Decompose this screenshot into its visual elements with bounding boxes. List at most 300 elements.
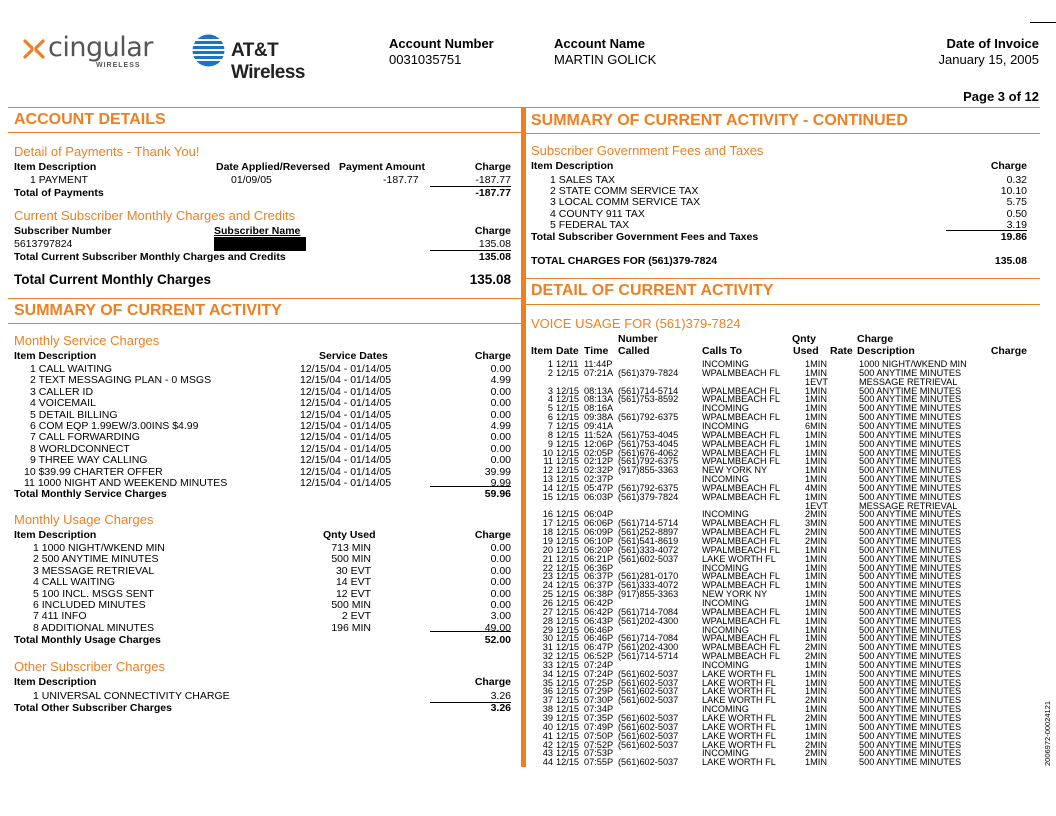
charge: 0.50	[1006, 207, 1027, 220]
calls-to: WPALMBEACH FL	[702, 571, 780, 582]
charge: 4.99	[490, 420, 511, 432]
invoice-date: January 15, 2005	[938, 52, 1039, 67]
call-item: 34	[542, 668, 553, 679]
charge: 0.00	[490, 363, 511, 375]
service-dates: 12/15/04 - 01/14/05	[300, 454, 392, 467]
payment-row: 1 PAYMENT 01/09/05 -187.77 -187.77	[30, 174, 511, 186]
call-item: 6	[547, 412, 553, 423]
charge: 0.32	[1006, 174, 1027, 186]
number-called: (561)602-5037	[618, 757, 679, 768]
call-item: 27	[542, 606, 553, 617]
fees-header: Item Description Charge	[531, 160, 1027, 172]
charge-description: 500 ANYTIME MINUTES	[859, 721, 962, 732]
account-details-title: ACCOUNT DETAILS	[14, 111, 166, 128]
number-called: (561)602-5037	[618, 721, 679, 732]
call-date: 12/15	[556, 730, 579, 741]
call-time: 07:50P	[584, 730, 614, 741]
number-called: (917)855-3363	[618, 589, 679, 600]
right-title-rule	[526, 133, 1040, 134]
quantity-used: 1MIN	[805, 721, 827, 732]
item-description: 11 1000 NIGHT AND WEEKEND MINUTES	[24, 477, 228, 489]
number-called: (561)714-7084	[618, 606, 679, 617]
call-time: 06:06P	[584, 518, 614, 529]
subscriber-header: Subscriber Number Subscriber Name Charge	[14, 225, 511, 237]
cingular-sub: WIRELESS	[96, 62, 141, 69]
calls-to: WPALMBEACH FL	[702, 536, 780, 546]
number-called: (561)792-6375	[618, 412, 679, 423]
service-title: Monthly Service Charges	[14, 333, 160, 348]
charge-description: 500 ANYTIME MINUTES	[859, 704, 962, 715]
charge-description: 500 ANYTIME MINUTES	[859, 412, 962, 423]
account-name: MARTIN GOLICK	[554, 52, 657, 67]
quantity-used: 1MIN	[805, 491, 827, 502]
quantity-used: 1MIN	[805, 677, 827, 688]
call-date: 12/15	[556, 615, 579, 626]
charge-description: 500 ANYTIME MINUTES	[859, 642, 962, 653]
quantity-used: 1MIN	[805, 615, 827, 626]
calls-to: WPALMBEACH FL	[702, 438, 780, 449]
call-time: 07:30P	[584, 695, 614, 706]
charge-description: 500 ANYTIME MINUTES	[859, 606, 962, 617]
item-description: 9 THREE WAY CALLING	[30, 454, 148, 467]
quantity-used: 1MIN	[805, 367, 827, 378]
charge-description: 500 ANYTIME MINUTES	[859, 571, 962, 582]
number-called: (561)333-4072	[618, 544, 679, 555]
table-row	[14, 421, 511, 432]
calls-to: NEW YORK NY	[702, 465, 768, 476]
usage-title: Monthly Usage Charges	[14, 512, 154, 527]
call-time: 07:53P	[584, 748, 614, 759]
call-item: 42	[542, 739, 553, 750]
fees-total: Total Subscriber Government Fees and Taxes 19.86	[531, 231, 1027, 243]
quantity-used: 2MIN	[805, 509, 827, 520]
charge: 0.00	[490, 442, 511, 455]
number-called: (917)855-3363	[618, 465, 679, 476]
charge: 0.00	[490, 576, 511, 589]
call-date: 12/15	[556, 553, 579, 564]
voice-header-top: Number Qnty Charge	[618, 333, 894, 345]
charge: 0.00	[490, 408, 511, 421]
table-row	[14, 410, 511, 421]
charge: 0.00	[490, 553, 511, 566]
number-called: (561)379-7824	[618, 491, 679, 502]
item-description: 3 CALLER ID	[30, 385, 94, 398]
call-time: 06:36P	[584, 562, 614, 573]
call-time: 11:52A	[584, 429, 613, 440]
service-dates: 12/15/04 - 01/14/05	[300, 374, 392, 387]
left-title-rule	[8, 132, 521, 133]
charge: 0.00	[490, 454, 511, 467]
voice-title: VOICE USAGE FOR (561)379-7824	[531, 316, 741, 331]
calls-to: WPALMBEACH FL	[702, 447, 780, 458]
other-row: 1 UNIVERSAL CONNECTIVITY CHARGE 3.26	[33, 690, 511, 702]
number-called: (561)602-5037	[618, 677, 679, 688]
call-time: 08:16A	[584, 403, 614, 414]
item-description: 4 VOICEMAIL	[30, 397, 96, 410]
table-row	[14, 577, 511, 588]
detail-title-rule	[526, 304, 1040, 305]
call-time: 07:21A	[584, 367, 614, 378]
call-time: 11:44P	[584, 359, 613, 369]
call-item: 37	[542, 695, 553, 706]
call-time: 06:21P	[584, 553, 614, 564]
call-date: 12/15	[556, 394, 579, 405]
call-date: 12/15	[556, 509, 579, 520]
other-title: Other Subscriber Charges	[14, 659, 166, 674]
calls-to: WPALMBEACH FL	[702, 633, 780, 644]
call-date: 12/15	[556, 456, 579, 467]
table-row	[14, 543, 511, 554]
call-time: 02:32P	[584, 465, 614, 476]
charge-description: 500 ANYTIME MINUTES	[859, 518, 962, 529]
call-item: 16	[542, 509, 553, 520]
number-called: (561)202-4300	[618, 615, 679, 626]
quantity-used: 500 MIN	[331, 553, 371, 566]
quantity-used: 1MIN	[805, 624, 827, 635]
fees-title: Subscriber Government Fees and Taxes	[531, 143, 764, 158]
calls-to: INCOMING	[702, 562, 749, 573]
call-date: 12/15	[556, 491, 579, 502]
table-row	[14, 554, 511, 565]
voice-header: Item Date Time Called Calls To Used Rate Description Charge	[531, 345, 1027, 357]
call-date: 12/15	[556, 447, 579, 458]
item-description: 5 DETAIL BILLING	[30, 408, 118, 421]
call-item: 10	[542, 447, 553, 458]
quantity-used: 1MIN	[805, 606, 827, 617]
charge: 0.00	[490, 431, 511, 444]
call-time: 07:55P	[584, 757, 614, 768]
charge: 0.00	[490, 564, 511, 577]
calls-to: LAKE WORTH FL	[702, 757, 776, 768]
total-charges: TOTAL CHARGES FOR (561)379-7824 135.08	[531, 255, 1027, 267]
call-date: 12/15	[556, 474, 579, 485]
call-date: 12/15	[556, 536, 579, 546]
quantity-used: 1MIN	[805, 465, 827, 476]
call-item: 9	[547, 438, 553, 449]
charge-description: 500 ANYTIME MINUTES	[859, 633, 962, 644]
table-row	[14, 589, 511, 600]
quantity-used: 1MIN	[805, 704, 827, 715]
charge: 4.99	[490, 374, 511, 387]
detail-title: DETAIL OF CURRENT ACTIVITY	[531, 282, 774, 299]
item-description: 10 $39.99 CHARTER OFFER	[24, 465, 163, 478]
charge-description: 500 ANYTIME MINUTES	[859, 482, 962, 493]
charge-description: 500 ANYTIME MINUTES	[859, 367, 962, 378]
quantity-used: 1MIN	[805, 429, 827, 440]
calls-to: INCOMING	[702, 474, 749, 485]
table-row	[14, 467, 511, 478]
table-row	[531, 197, 1027, 208]
call-item: 35	[542, 677, 553, 688]
call-date: 12/15	[556, 695, 579, 706]
charge-description: 500 ANYTIME MINUTES	[859, 536, 962, 546]
call-time: 06:37P	[584, 580, 614, 591]
quantity-used: 1MIN	[805, 730, 827, 741]
quantity-used: 1MIN	[805, 359, 827, 369]
quantity-used: 14 EVT	[335, 576, 371, 589]
calls-to: NEW YORK NY	[702, 589, 768, 600]
calls-to: INCOMING	[702, 748, 749, 759]
call-time: 08:13A	[584, 385, 614, 396]
charge-description: 500 ANYTIME MINUTES	[859, 580, 962, 591]
corner-mark	[1030, 22, 1056, 41]
charge: 3.19	[1006, 218, 1027, 231]
number-called: (561)202-4300	[618, 642, 679, 653]
quantity-used: 2MIN	[805, 695, 827, 706]
usage-header: Item Description Qnty Used Charge	[14, 529, 511, 541]
quantity-used: 2MIN	[805, 651, 827, 662]
service-dates: 12/15/04 - 01/14/05	[300, 363, 392, 375]
call-item: 11	[543, 456, 553, 467]
call-date: 12/15	[556, 668, 579, 679]
quantity-used: 1MIN	[805, 597, 827, 608]
call-date: 12/15	[556, 633, 579, 644]
calls-to: WPALMBEACH FL	[702, 429, 780, 440]
call-item: 43	[542, 748, 553, 759]
subscriber-total: Total Current Subscriber Monthly Charges and Credits 135.08	[14, 251, 511, 263]
call-time: 08:13A	[584, 394, 614, 405]
call-time: 02:12P	[584, 456, 614, 467]
call-item: 19	[542, 536, 553, 546]
charge-description: 500 ANYTIME MINUTES	[859, 677, 962, 688]
call-date: 12/15	[556, 739, 579, 750]
call-time: 07:34P	[584, 704, 614, 715]
service-dates: 12/15/04 - 01/14/05	[300, 397, 392, 410]
quantity-used: 1MIN	[805, 447, 827, 458]
item-description: 8 WORLDCONNECT	[30, 442, 130, 455]
charge-description: 500 ANYTIME MINUTES	[859, 562, 962, 573]
charge: 0.00	[490, 542, 511, 554]
calls-to: LAKE WORTH FL	[702, 713, 776, 723]
call-time: 06:42P	[584, 606, 614, 617]
charge-description: 500 ANYTIME MINUTES	[859, 651, 962, 662]
redacted-name	[214, 237, 306, 251]
cingular-logo	[22, 34, 162, 72]
call-item: 29	[542, 624, 553, 635]
quantity-used: 1MIN	[805, 456, 827, 467]
call-date: 12/15	[556, 429, 579, 440]
call-time: 09:41A	[584, 420, 614, 431]
number-called: (561)753-8592	[618, 394, 679, 405]
table-row	[14, 432, 511, 443]
call-item: 17	[542, 518, 553, 529]
call-time: 06:52P	[584, 651, 614, 662]
call-time: 07:29P	[584, 686, 614, 697]
calls-to: LAKE WORTH FL	[702, 721, 776, 732]
call-item: 5	[547, 403, 553, 414]
call-item: 31	[542, 642, 553, 653]
call-item: 25	[542, 589, 553, 600]
invoice-date-label: Date of Invoice	[946, 36, 1039, 51]
att-logo	[192, 34, 352, 83]
call-item: 32	[542, 651, 553, 662]
table-row	[14, 444, 511, 455]
charge-description: 500 ANYTIME MINUTES	[859, 491, 962, 502]
call-item: 15	[542, 491, 553, 502]
quantity-used: 1MIN	[805, 438, 827, 449]
call-date: 12/15	[556, 589, 579, 600]
quantity-used: 196 MIN	[331, 621, 371, 634]
quantity-used: 1MIN	[805, 633, 827, 644]
calls-to: WPALMBEACH FL	[702, 527, 780, 538]
call-item: 13	[542, 474, 553, 485]
item-description: 1 1000 NIGHT/WKEND MIN	[33, 542, 165, 554]
column-divider	[521, 107, 526, 767]
table-row	[14, 375, 511, 386]
call-item: 44	[542, 757, 553, 768]
charge-description: 500 ANYTIME MINUTES	[859, 730, 962, 741]
call-item: 20	[542, 544, 553, 555]
quantity-used: 2MIN	[805, 739, 827, 750]
item-description: 7 411 INFO	[33, 610, 87, 623]
call-date: 12/15	[556, 677, 579, 688]
call-item: 18	[542, 527, 553, 538]
service-underline	[430, 486, 511, 487]
call-item: 24	[542, 580, 553, 591]
call-time: 06:42P	[584, 597, 614, 608]
calls-to: INCOMING	[702, 659, 749, 670]
call-item: 4	[547, 394, 553, 405]
call-date: 12/15	[556, 624, 579, 635]
quantity-used: 2MIN	[805, 642, 827, 653]
table-row	[14, 455, 511, 466]
number-called: (561)753-4045	[618, 429, 679, 440]
call-date: 12/15	[556, 562, 579, 573]
quantity-used: 1MIN	[805, 553, 827, 564]
table-row	[14, 611, 511, 622]
call-time: 02:37P	[584, 474, 614, 485]
item-description: 4 COUNTY 911 TAX	[550, 207, 645, 220]
quantity-used: 1MIN	[805, 544, 827, 555]
call-item: 1	[547, 359, 553, 369]
charge-description: 500 ANYTIME MINUTES	[859, 713, 962, 723]
call-time: 06:38P	[584, 589, 614, 600]
quantity-used: 1MIN	[805, 394, 827, 405]
call-item: 21	[542, 553, 553, 564]
charge-description: 500 ANYTIME MINUTES	[859, 438, 962, 449]
quantity-used: 1MIN	[805, 403, 827, 414]
calls-to: WPALMBEACH FL	[702, 518, 780, 529]
quantity-used: 1MIN	[805, 474, 827, 485]
call-date: 12/15	[556, 438, 579, 449]
charge: 10.10	[1000, 185, 1027, 198]
service-dates: 12/15/04 - 01/14/05	[300, 408, 392, 421]
summary-continued-title: SUMMARY OF CURRENT ACTIVITY - CONTINUED	[531, 112, 908, 129]
charge-description: 500 ANYTIME MINUTES	[859, 544, 962, 555]
total-monthly: Total Current Monthly Charges 135.08	[14, 272, 511, 287]
quantity-used: 500 MIN	[331, 599, 371, 611]
quantity-used: 1MIN	[805, 571, 827, 582]
calls-to: WPALMBEACH FL	[702, 544, 780, 555]
call-time: 09:38A	[584, 412, 614, 423]
call-date: 12/15	[556, 403, 579, 414]
charge-description: 500 ANYTIME MINUTES	[859, 668, 962, 679]
charge: 3.00	[490, 610, 511, 623]
calls-to: WPALMBEACH FL	[702, 385, 780, 396]
charge-description: 500 ANYTIME MINUTES	[859, 474, 962, 485]
quantity-used: 1MIN	[805, 412, 827, 423]
call-date: 12/15	[556, 651, 579, 662]
calls-to: INCOMING	[702, 420, 749, 431]
call-date: 12/15	[556, 412, 579, 423]
call-item: 2	[547, 367, 553, 378]
charge: 0.00	[490, 397, 511, 410]
item-description: 2 STATE COMM SERVICE TAX	[550, 185, 699, 198]
quantity-used: 1MIN	[805, 668, 827, 679]
charge-description: 500 ANYTIME MINUTES	[859, 420, 962, 431]
calls-to: WPALMBEACH FL	[702, 606, 780, 617]
other-total: Total Other Subscriber Charges 3.26	[14, 702, 511, 714]
call-item: 3	[547, 385, 553, 396]
charge-description: 500 ANYTIME MINUTES	[859, 739, 962, 750]
number-called: (561)753-4045	[618, 438, 679, 449]
service-dates: 12/15/04 - 01/14/05	[300, 431, 392, 444]
call-time: 06:47P	[584, 642, 614, 653]
call-time: 07:35P	[584, 713, 614, 723]
call-time: 05:47P	[584, 482, 614, 493]
left-top-rule	[8, 107, 521, 108]
number-called: (561)714-7084	[618, 633, 679, 644]
number-called: (561)379-7824	[618, 367, 679, 378]
quantity-used: 1MIN	[805, 580, 827, 591]
item-description: 8 ADDITIONAL MINUTES	[33, 621, 154, 634]
charge-description: 500 ANYTIME MINUTES	[859, 394, 962, 405]
call-date: 12/15	[556, 544, 579, 555]
account-number-label: Account Number	[389, 36, 494, 51]
table-row	[14, 600, 511, 611]
call-date: 12/15	[556, 597, 579, 608]
service-header: Item Description Service Dates Charge	[14, 350, 511, 362]
calls-to: INCOMING	[702, 359, 749, 369]
call-time: 06:03P	[584, 491, 614, 502]
calls-to: WPALMBEACH FL	[702, 615, 780, 626]
number-called: (561)714-5714	[618, 518, 679, 529]
call-item: 30	[542, 633, 553, 644]
side-code: 2006972-00024121	[1043, 700, 1052, 766]
calls-to: LAKE WORTH FL	[702, 553, 776, 564]
calls-to: LAKE WORTH FL	[702, 739, 776, 750]
calls-to: INCOMING	[702, 624, 749, 635]
item-description: 2 TEXT MESSAGING PLAN - 0 MSGS	[30, 374, 212, 387]
quantity-used: 1MIN	[805, 757, 827, 768]
charge-description: 500 ANYTIME MINUTES	[859, 695, 962, 706]
quantity-used: 3MIN	[805, 518, 827, 529]
calls-to: LAKE WORTH FL	[702, 730, 776, 741]
calls-to: WPALMBEACH FL	[702, 367, 780, 378]
cingular-wordmark: cingular	[48, 32, 153, 63]
quantity-used: 2MIN	[805, 748, 827, 759]
service-dates: 12/15/04 - 01/14/05	[300, 385, 392, 398]
quantity-used: 12 EVT	[335, 587, 371, 600]
call-time: 07:52P	[584, 739, 614, 750]
call-date: 12/15	[556, 527, 579, 538]
call-time: 06:46P	[584, 624, 614, 635]
usage-underline	[430, 631, 511, 632]
service-dates: 12/15/04 - 01/14/05	[300, 442, 392, 455]
number-called: (561)602-5037	[618, 713, 679, 723]
quantity-used: 2MIN	[805, 536, 827, 546]
call-date: 12/15	[556, 571, 579, 582]
charge-description: 500 ANYTIME MINUTES	[859, 748, 962, 759]
item-description: 1 SALES TAX	[550, 174, 615, 186]
call-time: 06:43P	[584, 615, 614, 626]
call-date: 12/15	[556, 465, 579, 476]
charge-description: 500 ANYTIME MINUTES	[859, 589, 962, 600]
call-date: 12/15	[556, 713, 579, 723]
quantity-used: 1MIN	[805, 562, 827, 573]
call-item: 33	[542, 659, 553, 670]
usage-total: Total Monthly Usage Charges 52.00	[14, 634, 511, 646]
